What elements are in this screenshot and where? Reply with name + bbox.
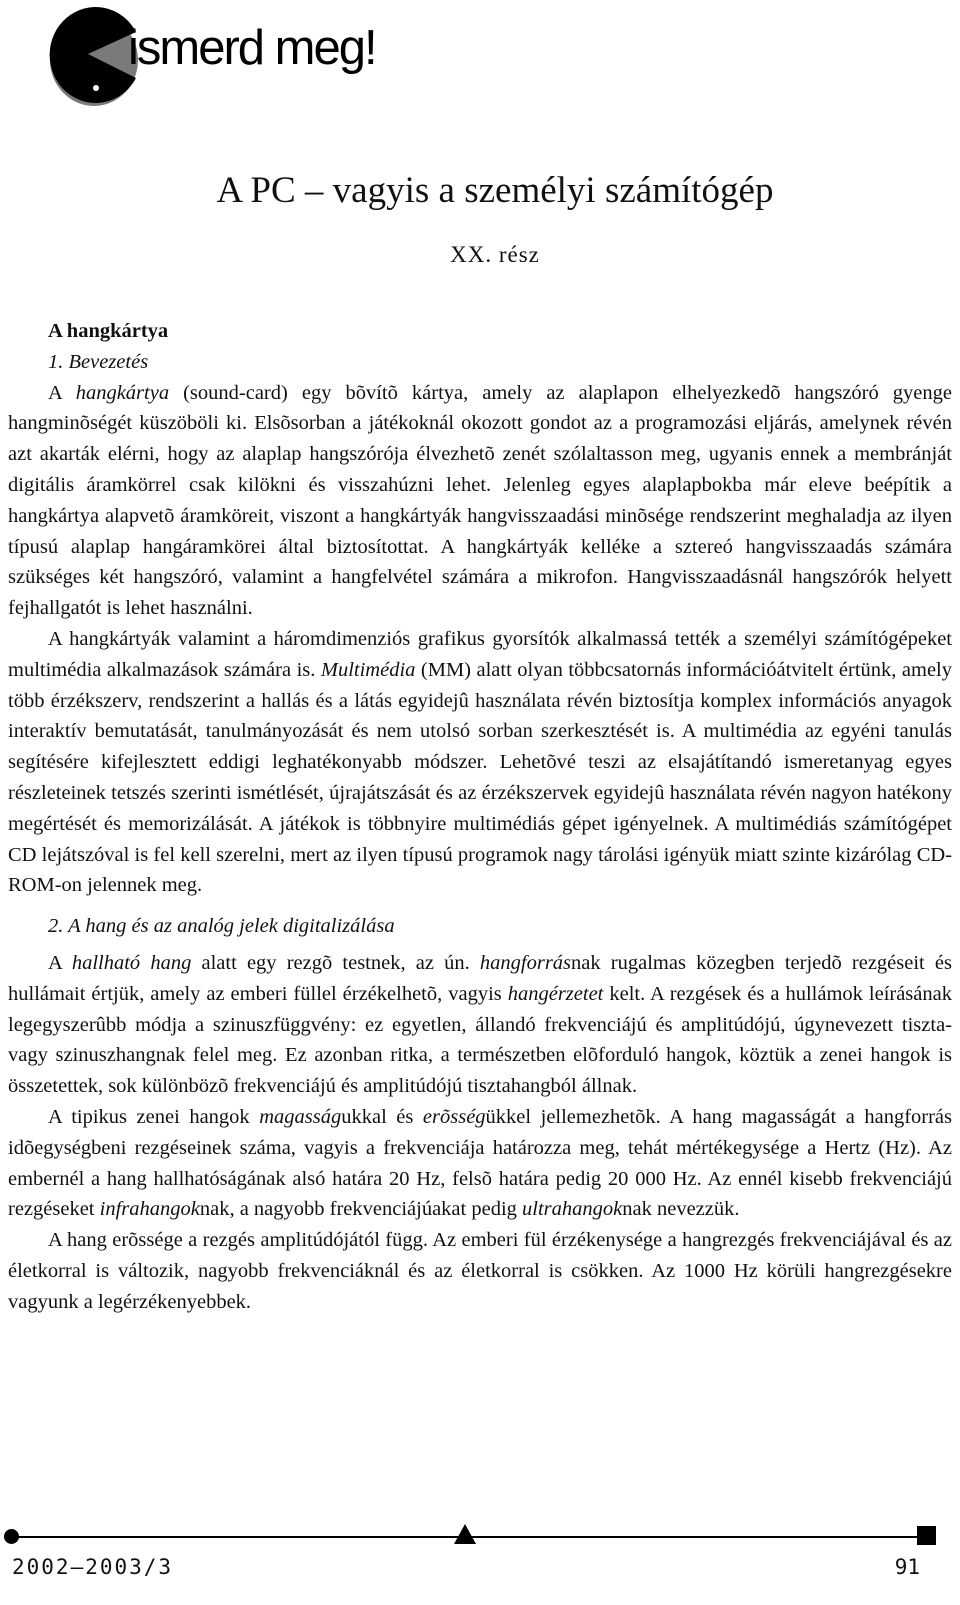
p4-term-magassag: magasság [259,1105,342,1128]
p3-term-hangforras: hangforrás [479,951,572,974]
p4-text-g: nak, a nagyobb frekvenciájúakat pedig [199,1198,523,1221]
paragraph-5: A hang erõssége a rezgés amplitúdójától függ. Az emberi fül érzékenysége a hangrezgés frekvenciájával és az életkorral is változik, nagyobb frekvenciáknál és az életkorral is csökken. Az 1000 Hz körüli hangrezgésekre vagyunk a legérzékenyebbek. [8,1229,952,1313]
subsection-2-title: 2. A hang és az analóg jelek digitalizálása [48,915,395,938]
p4-text-c: ukkal és [341,1105,423,1128]
logo-text: ismerd meg! [128,21,376,75]
p4-term-ultrahang: ultrahangok [522,1198,623,1221]
footer-triangle-icon [454,1524,476,1544]
p2-term-multimedia: Multimédia [320,658,416,681]
paragraph-1 [8,378,952,624]
paragraph-3 [8,948,952,1102]
p2-text-c: (MM) alatt olyan többcsatornás információátvitelt értünk, amely több érzékszerv, rendszerint a hallás és a látás egyidejû használata révén biztosítja komplex információs anyagok interaktív bemutatását, tanulmányozását és nem utolsó sorban szerkesztését is. A multimédia az egyéni tanulás segítésére kifejlesztett eddigi leghatékonyabb módszer. Lehetõvé teszi az elsajátítandó ismeretanyag egyes részleteinek tetszés szerinti ismétlését, újrajátszását és az érzékszervek egyidejû használata révén nagyon hatékony megértését és memorizálását. A játékok is többnyire multimédiás gépet igényelnek. A multimédiás számítógépet CD lejátszóval is fel kell szerelni, mert az ilyen típusú programok nagy tárolási igényük miatt szinte kizárólag CD-ROM-on jelennek meg. [8,658,952,897]
p1-text-c: (sound-card) egy bõvítõ kártya, amely az alaplapon elhelyezkedõ hangszóró gyenge hangminõségét küszöböli ki. Elsõsorban a játékoknál okozott gondot az a programozási eljárás, amelynek révén azt akarták elérni, hogy az alaplap hangszórója élvezhetõ zenét szólaltasson meg, ugyanis ennek a membránját digitális áramkörrel csak kilökni és visszahúzni lehet. Jelenleg egyes alaplapbokba már eleve beépítik a hangkártya alapvetõ áramköreit, viszont a hangkártyák hangvisszaadási minõsége rendszerint meghaladja az ilyen típusú alaplap hangáramkörei által biztosítottat. A hangkártyák kelléke a sztereó hangvisszaadás számára szükséges két hangszóró, valamint a hangfelvétel számára a mikrofon. Hangvisszaadásnál hangszórók helyett fejhallgatót is lehet használni. [8,381,952,620]
p3-term-hallhato-hang: hallható hang [71,951,192,974]
footer-square-icon [917,1526,936,1545]
footer-circle-icon [4,1529,19,1544]
article-part: XX. rész [450,242,540,267]
subsection-1-title: 1. Bevezetés [48,350,149,373]
p3-text-c: alatt egy rezgõ testnek, az ún. [191,951,480,974]
footer-issue: 2002–2003/3 [12,1555,174,1579]
p1-text-a: A [48,381,76,404]
article-body [8,316,952,1318]
footer-page-number: 91 [894,1555,920,1579]
section-title: A hangkártya [48,320,169,342]
p3-text-a: A [48,951,72,974]
p4-text-i: nak nevezzük. [622,1198,740,1221]
p3-text-g: kelt. A rezgések és a hullámok leírásának legegyszerûbb módja a szinuszfüggvény: ez egyetlen, állandó frekvenciájú és amplitúdójú, úgynevezett tiszta- vagy szinuszhangnak felel meg. Ez azonban ritka, a természetben elõforduló hangok, köztük a zenei hangok is összetettek, sok különbözõ frekvenciájú és amplitúdójú tisztahangból állnak. [8,982,952,1098]
p3-term-hangerzet: hangérzetet [507,982,604,1005]
p2-text-a: A hangkártyák valamint a háromdimenziós grafikus gyorsítók alkalmassá tették a személyi számítógépeket multimédia alkalmazások számára is. [8,627,952,681]
p4-text-e: ükkel jellemezhetõk. A hang magasságát a hangforrás idõegységbeni rezgéseinek száma, vagyis a frekvenciája határozza meg, tehát mértékegysége a Hertz (Hz). Az embernél a hang hallhatóságának alsó határa 20 Hz, felsõ határa pedig 20 000 Hz. Az ennél kisebb frekvenciájú rezgéseket [8,1105,952,1221]
p1-term-hangkartya: hangkártya [75,381,170,404]
paragraph-2 [8,624,952,901]
p4-term-erosseg: erõsség [422,1105,486,1128]
paragraph-4 [8,1102,952,1225]
article-title: A PC – vagyis a személyi számítógép [216,170,774,211]
p4-text-a: A tipikus zenei hangok [48,1105,260,1128]
p4-term-infrahang: infrahangok [99,1198,200,1221]
p3-text-e: nak rugalmas közegben terjedõ rezgéseit és hullámait értjük, amely az emberi füllel érzékelhetõ, vagyis [8,951,952,1005]
